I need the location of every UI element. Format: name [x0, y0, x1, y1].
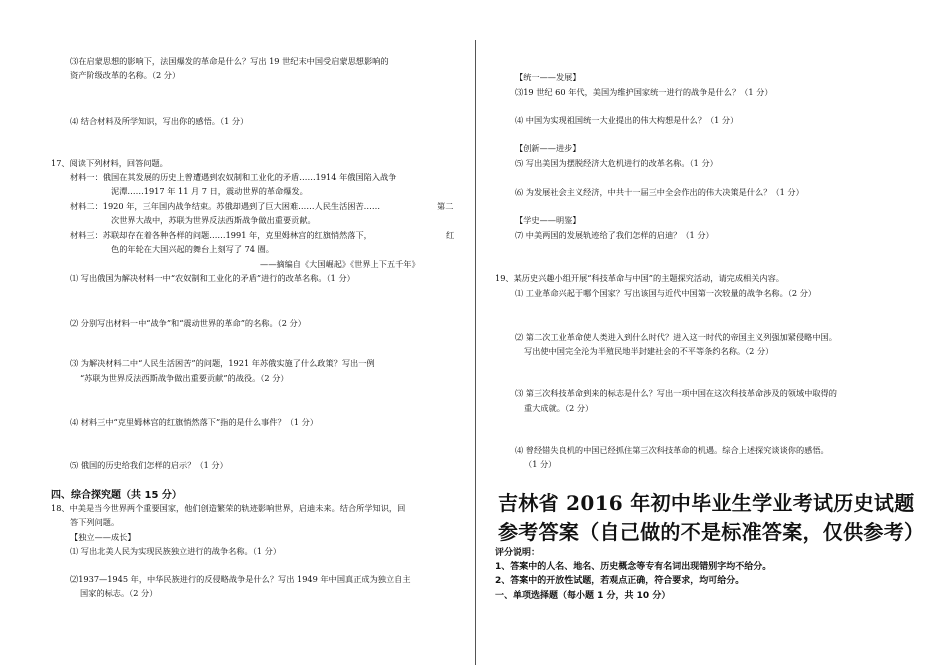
q16-4: ⑷ 结合材料及所学知识，写出你的感悟。（1 分） — [70, 116, 249, 126]
section-1-heading: 一、单项选择题（每小题 1 分，共 10 分） — [495, 591, 671, 601]
q19-title: 19、某历史兴趣小组开展“科技革命与中国”的主题探究活动，请完成相关内容。 — [495, 273, 784, 283]
material-3-line1: 材料三：苏联却存在着各种各样的问题……1991 年，克里姆林宫的红旗悄然落下， — [70, 230, 372, 240]
material-2-tail: 第二 — [437, 201, 454, 211]
left-column — [0, 0, 474, 671]
q18-title-line1: 18、中美是当今世界两个重要国家，他们创造繁荣的轨迹影响世界，启迪未来。结合所学知识，回 — [51, 503, 406, 513]
column-divider — [475, 40, 476, 665]
q19-3-line1: ⑶ 第三次科技革命到来的标志是什么？写出一项中国在这次科技革命涉及的领域中取得的 — [515, 388, 837, 398]
q18-1: ⑴ 写出北美人民为实现民族独立进行的战争名称。（1 分） — [70, 546, 282, 556]
material-2-line1: 材料二：1920 年，三年国内战争结束。苏俄却遇到了巨大困难……人民生活困苦…… — [70, 201, 381, 211]
tag-history: 【学史——明鉴】 — [515, 215, 581, 225]
q18-3: ⑶19 世纪 60 年代，美国为维护国家统一进行的战争是什么？（1 分） — [515, 87, 773, 97]
scoring-note-2: 2、答案中的开放性试题，若观点正确，符合要求，均可给分。 — [495, 576, 745, 586]
q18-6: ⑹ 为发展社会主义经济，中共十一届三中全会作出的伟大决策是什么？（1 分） — [515, 187, 804, 197]
section-4-heading: 四、综合探究题（共 15 分） — [51, 490, 182, 501]
q17-2: ⑵ 分别写出材料一中“战争”和“震动世界的革命”的名称。（2 分） — [70, 318, 306, 328]
q17-title: 17、阅读下列材料，回答问题。 — [51, 158, 168, 168]
q17-3-line1: ⑶ 为解决材料二中“人民生活困苦”的问题，1921 年苏俄实施了什么政策？写出一例 — [70, 358, 375, 368]
q17-3-line2: “苏联为世界反法西斯战争做出重要贡献”的战役。（2 分） — [80, 373, 289, 383]
right-column — [478, 0, 950, 671]
q19-1: ⑴ 工业革命兴起于哪个国家？写出该国与近代中国第一次较量的战争名称。（2 分） — [515, 288, 817, 298]
q16-3-line1: ⑶在启蒙思想的影响下，法国爆发的革命是什么？写出 19 世纪末中国受启蒙思想影响的 — [70, 56, 389, 66]
q19-4-line1: ⑷ 曾经错失良机的中国已经抓住第三次科技革命的机遇。综合上述探究谈谈你的感悟。 — [515, 445, 829, 455]
material-3-tail: 红 — [446, 230, 455, 240]
q18-2-line1: ⑵1937—1945 年，中华民族进行的反侵略战争是什么？写出 1949 年中国真正成为独立自主 — [70, 574, 411, 584]
q19-2-line2: 写出使中国完全沦为半殖民地半封建社会的不平等条约名称。（2 分） — [524, 346, 774, 356]
answer-title-line1: 吉林省 2016 年初中毕业生学业考试历史试题 — [498, 491, 915, 515]
q19-3-line2: 重大成就。（2 分） — [524, 403, 594, 413]
q18-2-line2: 国家的标志。（2 分） — [80, 588, 158, 598]
answer-title-line2: 参考答案（自己做的不是标准答案，仅供参考） — [498, 520, 925, 544]
q19-2-line1: ⑵ 第二次工业革命使人类进入到什么时代？进入这一时代的帝国主义列强加紧侵略中国。 — [515, 332, 837, 342]
material-1-line2: 泥潭……1917 年 11 月 7 日，震动世界的革命爆发。 — [111, 186, 308, 196]
tag-unification: 【统一——发展】 — [515, 72, 581, 82]
q17-4: ⑷ 材料三中“克里姆林宫的红旗悄然落下”指的是什么事件？（1 分） — [70, 417, 319, 427]
q18-title-line2: 答下列问题。 — [70, 517, 120, 527]
q18-5: ⑸ 写出美国为摆脱经济大危机进行的改革名称。（1 分） — [515, 158, 718, 168]
q19-4-line2: （1 分） — [524, 459, 557, 469]
tag-innovation: 【创新——进步】 — [515, 143, 581, 153]
scoring-notes-title: 评分说明： — [495, 548, 541, 558]
material-3-line2: 色的年轮在大国兴起的舞台上刻写了 74 圈。 — [111, 244, 274, 254]
q17-1: ⑴ 写出俄国为解决材料一中“农奴制和工业化的矛盾”进行的改革名称。（1 分） — [70, 273, 355, 283]
material-1-line1: 材料一：俄国在其发展的历史上曾遭遇到农奴制和工业化的矛盾……1914 年俄国陷入战争 — [70, 172, 397, 182]
scoring-note-1: 1、答案中的人名、地名、历史概念等专有名词出现错别字均不给分。 — [495, 562, 772, 572]
q18-7: ⑺ 中美两国的发展轨迹给了我们怎样的启迪？（1 分） — [515, 230, 714, 240]
q17-5: ⑸ 俄国的历史给我们怎样的启示？（1 分） — [70, 460, 228, 470]
material-2-line2: 次世界大战中，苏联为世界反法西斯战争做出重要贡献。 — [111, 215, 316, 225]
material-source: ——摘编自《大国崛起》《世界上下五千年》 — [260, 259, 420, 269]
q18-4: ⑷ 中国为实现祖国统一大业提出的伟大构想是什么？（1 分） — [515, 115, 739, 125]
q16-3-line2: 资产阶级改革的名称。（2 分） — [70, 70, 181, 80]
tag-independence: 【独立——成长】 — [70, 532, 136, 542]
